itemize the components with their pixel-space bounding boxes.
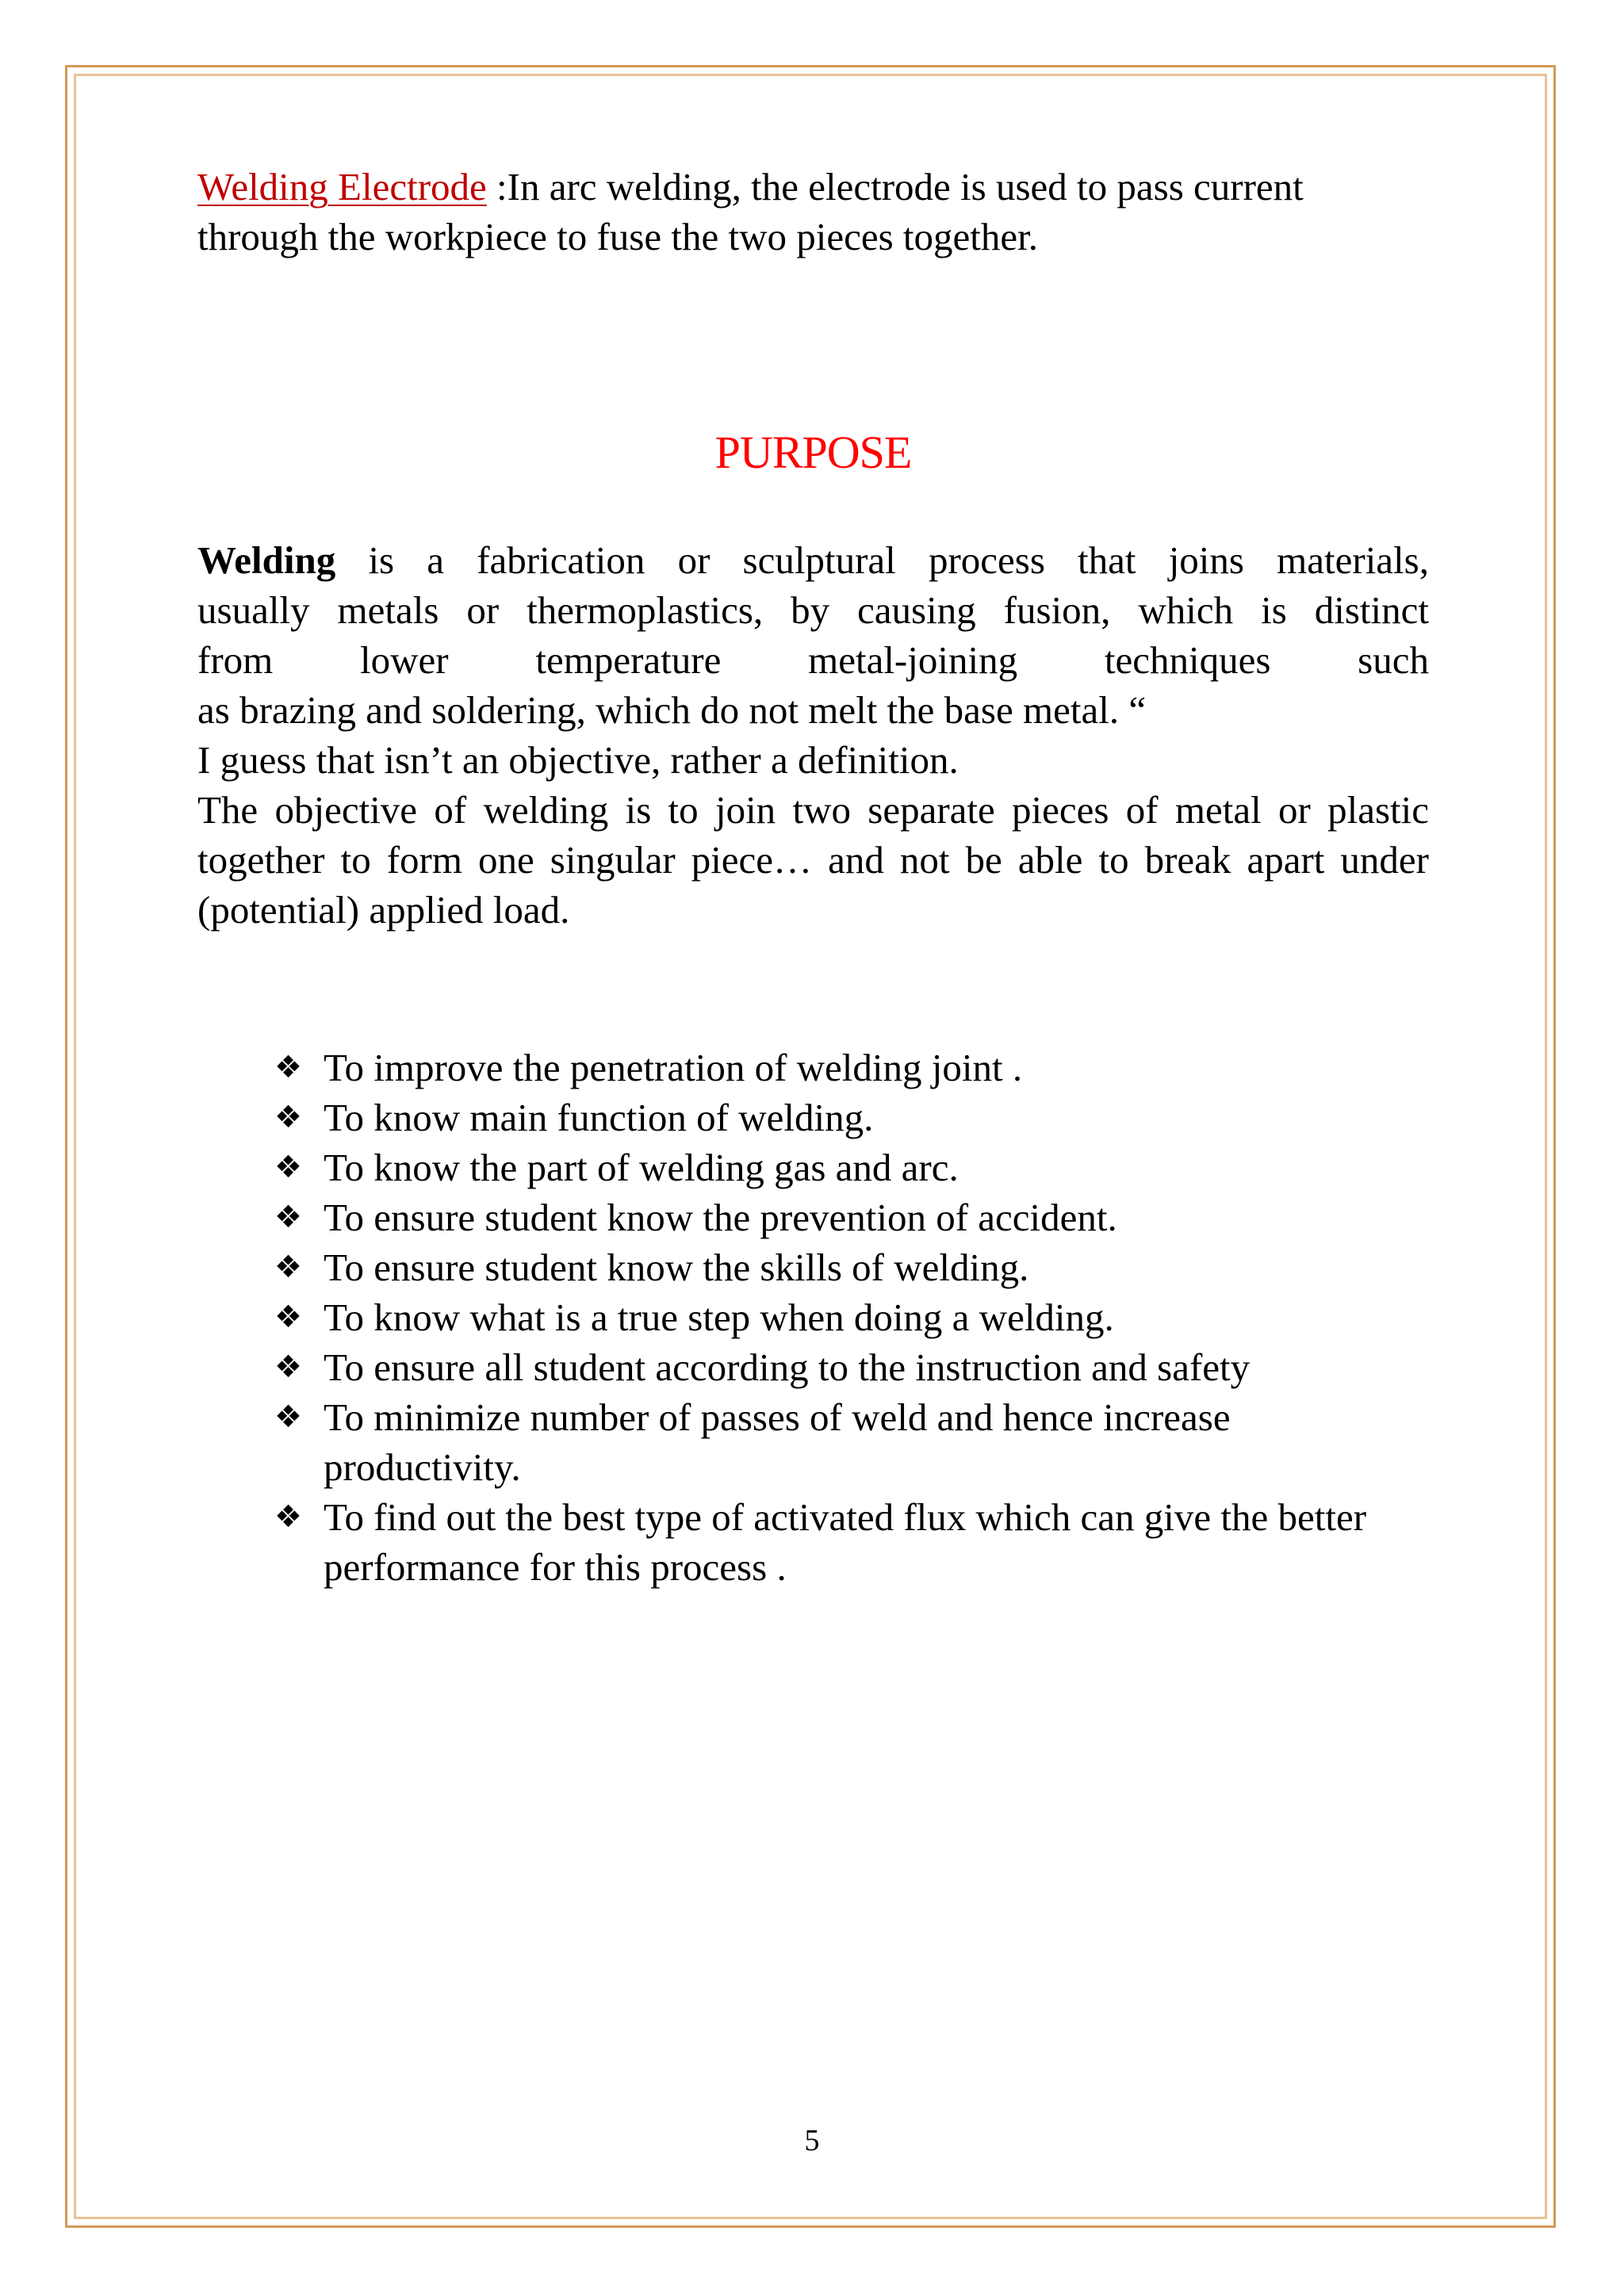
purpose-line-1 bbox=[197, 535, 1429, 585]
objective-item bbox=[274, 1242, 1432, 1292]
purpose-line-5: I guess that isn’t an objective, rather a definition. bbox=[197, 738, 959, 782]
four-diamond-icon: ❖ bbox=[274, 1150, 302, 1185]
objectives-list bbox=[274, 1043, 1432, 1592]
definition-text: :In arc welding, the electrode is used to pass current through the workpiece to fuse the two pieces together. bbox=[197, 165, 1304, 258]
purpose-heading: PURPOSE bbox=[714, 427, 912, 478]
four-diamond-icon: ❖ bbox=[274, 1399, 302, 1435]
purpose-line-6: The objective of welding is to join two separate pieces of metal or plastic together to form one singular piece… and not be able to break apart under (potential) applied load. bbox=[197, 788, 1429, 932]
four-diamond-icon: ❖ bbox=[274, 1200, 302, 1235]
objective-text: To ensure all student according to the instruction and safety bbox=[324, 1345, 1251, 1389]
objective-item bbox=[274, 1342, 1432, 1392]
objective-text: To know the part of welding gas and arc. bbox=[324, 1146, 959, 1189]
four-diamond-icon: ❖ bbox=[274, 1499, 302, 1535]
four-diamond-icon: ❖ bbox=[274, 1299, 302, 1335]
page-number: 5 bbox=[804, 2124, 820, 2157]
objective-text: To find out the best type of activated flux which can give the better performance for this process . bbox=[324, 1495, 1367, 1589]
purpose-line-4: as brazing and soldering, which do not melt the base metal. “ bbox=[197, 688, 1147, 732]
objective-item bbox=[274, 1142, 1432, 1192]
objective-item bbox=[274, 1392, 1432, 1492]
objective-item bbox=[274, 1292, 1432, 1342]
purpose-line-2: usually metals or thermoplastics, by causing fusion, which is distinct bbox=[197, 588, 1429, 632]
purpose-paragraph bbox=[197, 535, 1429, 935]
objective-text: To ensure student know the prevention of accident. bbox=[324, 1196, 1117, 1239]
four-diamond-icon: ❖ bbox=[274, 1100, 302, 1135]
objective-item bbox=[274, 1492, 1432, 1592]
definition-block bbox=[197, 162, 1429, 262]
purpose-line-3: from lower temperature metal-joining techniques such bbox=[197, 638, 1429, 682]
objective-text: To know what is a true step when doing a welding. bbox=[324, 1295, 1114, 1339]
objective-item bbox=[274, 1192, 1432, 1242]
purpose-line-1-text: is a fabrication or sculptural process that joins materials, bbox=[335, 538, 1429, 582]
objective-item bbox=[274, 1093, 1432, 1142]
four-diamond-icon: ❖ bbox=[274, 1050, 302, 1085]
objective-text: To improve the penetration of welding joint . bbox=[324, 1046, 1023, 1089]
objective-text: To minimize number of passes of weld and hence increase productivity. bbox=[324, 1395, 1231, 1489]
definition-paragraph bbox=[197, 162, 1429, 262]
four-diamond-icon: ❖ bbox=[274, 1249, 302, 1285]
four-diamond-icon: ❖ bbox=[274, 1349, 302, 1385]
objective-text: To ensure student know the skills of welding. bbox=[324, 1246, 1029, 1289]
welding-electrode-term: Welding Electrode bbox=[197, 165, 487, 209]
objective-item bbox=[274, 1043, 1432, 1093]
objective-text: To know main function of welding. bbox=[324, 1096, 874, 1139]
welding-bold-word: Welding bbox=[197, 538, 336, 582]
